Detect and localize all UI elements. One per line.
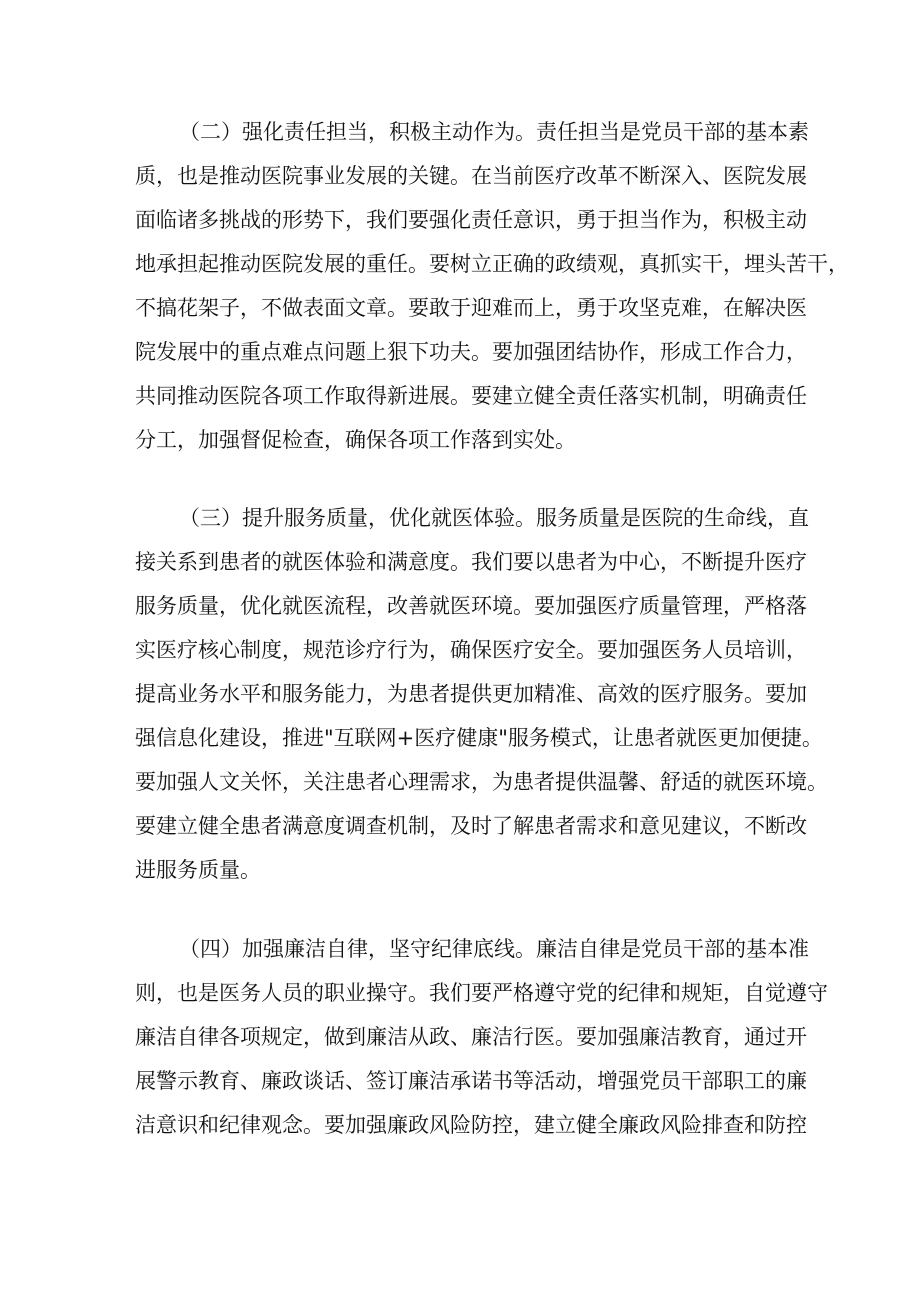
paragraph-line: 服务质量，优化就医流程，改善就医环境。要加强医疗质量管理，严格落 bbox=[135, 594, 807, 618]
paragraph-line: 地承担起推动医院发展的重任。要树立正确的政绩观，真抓实干，埋头苦干， bbox=[135, 252, 849, 276]
paragraph-line: 要建立健全患者满意度调查机制，及时了解患者需求和意见建议，不断改 bbox=[135, 814, 807, 838]
paragraph-line: 院发展中的重点难点问题上狠下功夫。要加强团结协作，形成工作合力， bbox=[135, 340, 807, 364]
paragraph-line: 质，也是推动医院事业发展的关键。在当前医疗改革不断深入、医院发展 bbox=[135, 164, 807, 188]
paragraph-line: 面临诸多挑战的形势下，我们要强化责任意识，勇于担当作为，积极主动 bbox=[135, 208, 807, 232]
paragraph-line: 洁意识和纪律观念。要加强廉政风险防控，建立健全廉政风险排查和防控 bbox=[135, 1113, 807, 1137]
paragraph-line: 不搞花架子，不做表面文章。要敢于迎难而上，勇于攻坚克难，在解决医 bbox=[135, 296, 807, 320]
paragraph-line: （三）提升服务质量，优化就医体验。服务质量是医院的生命线，直 bbox=[179, 506, 809, 530]
paragraph-line: 要加强人文关怀，关注患者心理需求，为患者提供温馨、舒适的就医环境。 bbox=[135, 770, 828, 794]
paragraph-line: 接关系到患者的就医体验和满意度。我们要以患者为中心，不断提升医疗 bbox=[135, 550, 807, 574]
paragraph-line: （二）强化责任担当，积极主动作为。责任担当是党员干部的基本素 bbox=[179, 120, 809, 144]
paragraph-line: （四）加强廉洁自律，坚守纪律底线。廉洁自律是党员干部的基本准 bbox=[179, 937, 809, 961]
paragraph-line: 提高业务水平和服务能力，为患者提供更加精准、高效的医疗服务。要加 bbox=[135, 682, 807, 706]
paragraph-line: 分工，加强督促检查，确保各项工作落到实处。 bbox=[135, 428, 576, 452]
paragraph-line: 廉洁自律各项规定，做到廉洁从政、廉洁行医。要加强廉洁教育，通过开 bbox=[135, 1025, 807, 1049]
paragraph-line: 展警示教育、廉政谈话、签订廉洁承诺书等活动，增强党员干部职工的廉 bbox=[135, 1069, 807, 1093]
paragraph-line: 则，也是医务人员的职业操守。我们要严格遵守党的纪律和规矩，自觉遵守 bbox=[135, 981, 828, 1005]
paragraph-line: 进服务质量。 bbox=[135, 858, 261, 882]
paragraph-line: 强信息化建设，推进"互联网+医疗健康"服务模式，让患者就医更加便捷。 bbox=[135, 726, 823, 750]
paragraph-line: 实医疗核心制度，规范诊疗行为，确保医疗安全。要加强医务人员培训， bbox=[135, 638, 807, 662]
paragraph-line: 共同推动医院各项工作取得新进展。要建立健全责任落实机制，明确责任 bbox=[135, 384, 807, 408]
